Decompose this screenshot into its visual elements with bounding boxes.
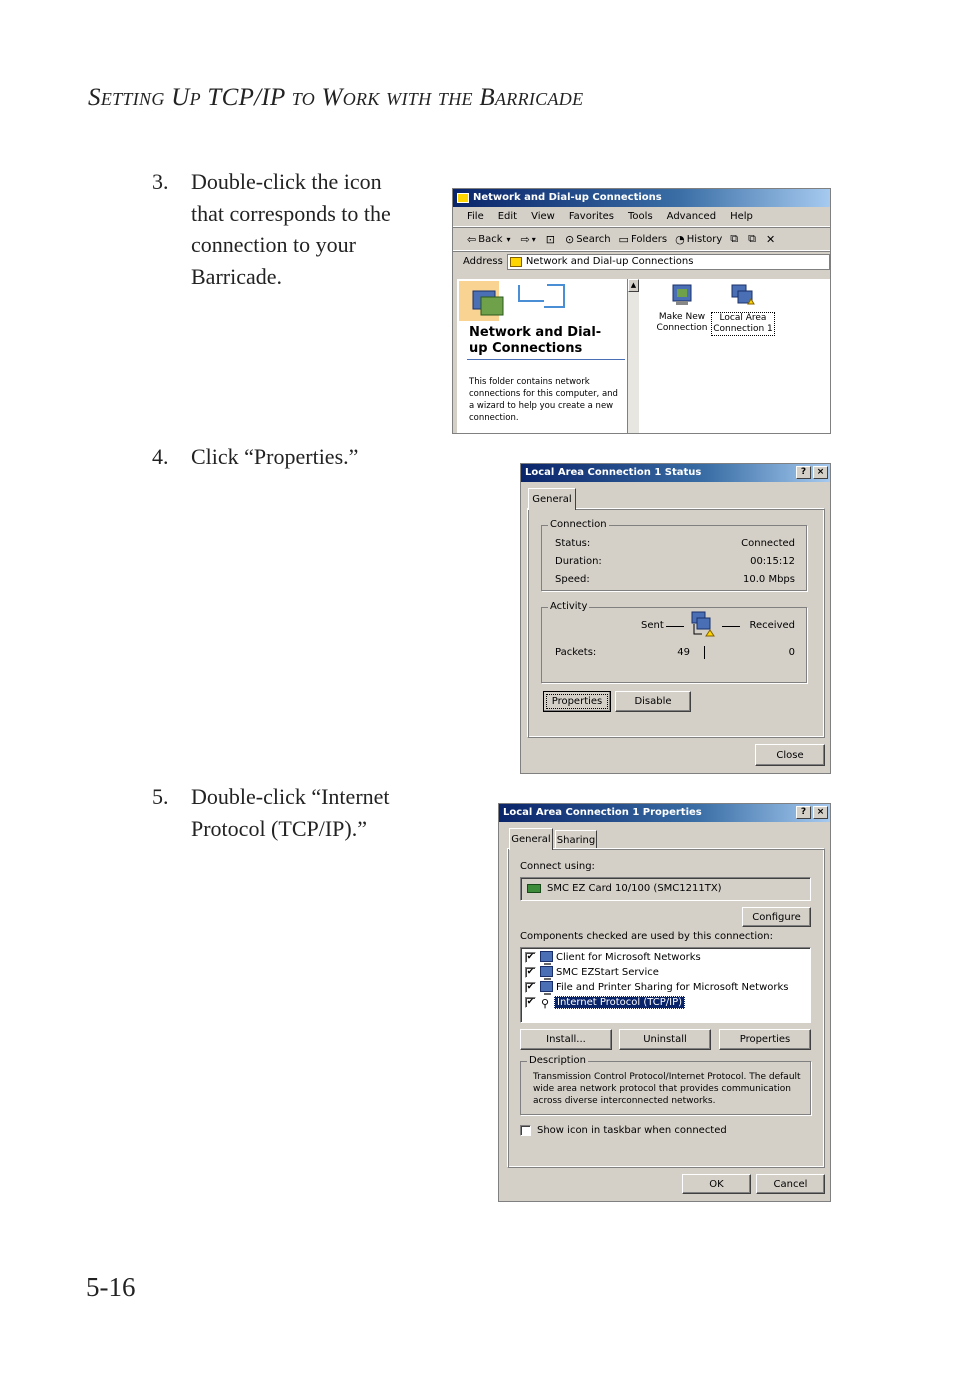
step-number: 3.	[152, 169, 169, 194]
step-number: 5.	[152, 784, 169, 809]
folder-icon	[510, 257, 522, 267]
status-dialog	[520, 463, 831, 774]
component-checkbox[interactable]: ✔	[526, 997, 535, 1007]
delete-button[interactable]	[766, 233, 777, 246]
properties-titlebar	[499, 804, 830, 822]
pane-desc-line: This folder contains network	[469, 377, 590, 387]
page-number: 5-16	[86, 1272, 136, 1302]
button-label: Cancel	[773, 1178, 808, 1190]
disable-button[interactable]	[615, 691, 691, 712]
forward-arrow-icon: ⇨	[520, 232, 530, 246]
header-u: U	[171, 84, 190, 111]
header-w: W	[321, 84, 343, 111]
address-input[interactable]	[507, 254, 830, 270]
dropdown-icon: ▾	[531, 234, 536, 244]
folders-icon: ▭	[618, 232, 629, 246]
explorer-titlebar	[453, 189, 830, 207]
tab-panel	[507, 848, 825, 1168]
component-label: Client for Microsoft Networks	[556, 952, 701, 963]
window-title: Network and Dial-up Connections	[473, 192, 662, 203]
description-line: Transmission Control Protocol/Internet Protocol. The default	[533, 1072, 801, 1082]
menu-advanced[interactable]: Advanced	[666, 211, 717, 222]
up-button[interactable]	[546, 233, 557, 246]
button-label: Disable	[634, 696, 672, 707]
components-list	[520, 947, 811, 1023]
packets-label: Packets:	[555, 647, 597, 658]
show-icon-checkbox[interactable]	[520, 1125, 531, 1136]
packets-sent-value: 49	[677, 647, 690, 658]
components-label: Components checked are used by this connection:	[520, 931, 773, 942]
pane-desc-line: a wizard to help you create a new	[469, 401, 614, 411]
copy-to-button[interactable]	[748, 232, 758, 246]
selected-label	[711, 312, 775, 336]
address-label: Address	[463, 256, 503, 267]
speed-value: 10.0 Mbps	[743, 574, 795, 585]
pane-desc-line: connection.	[469, 413, 519, 423]
speed-label: Speed:	[555, 574, 590, 585]
history-button[interactable]	[675, 233, 722, 246]
connect-using-label: Connect using:	[520, 861, 595, 872]
button-label: Uninstall	[643, 1034, 687, 1045]
ok-button[interactable]	[682, 1174, 751, 1194]
step-line: Double-click “Internet	[191, 784, 390, 809]
received-line	[722, 626, 740, 627]
folder-icon	[457, 193, 469, 203]
step-number: 4.	[152, 444, 169, 469]
network-folder-graphic	[459, 281, 569, 326]
activity-group	[541, 601, 807, 683]
list-item[interactable]	[525, 996, 805, 1010]
button-label: Install...	[546, 1034, 586, 1045]
status-value: Connected	[741, 538, 795, 549]
connection-group	[541, 519, 807, 591]
help-button[interactable]: ?	[796, 466, 811, 479]
header-etting: etting	[100, 84, 165, 111]
close-icon[interactable]: ×	[813, 806, 828, 819]
menu-bar	[453, 207, 830, 227]
file-list-pane	[639, 279, 831, 434]
group-label: Description	[529, 1055, 586, 1066]
window-title: Local Area Connection 1 Status	[525, 467, 702, 478]
show-icon-label: Show icon in taskbar when connected	[537, 1125, 727, 1136]
folders-button[interactable]	[619, 233, 668, 246]
forward-button[interactable]	[521, 233, 538, 246]
list-item[interactable]	[525, 981, 805, 995]
toolbar	[453, 227, 830, 251]
menu-view[interactable]: View	[531, 211, 555, 222]
component-checkbox[interactable]: ✔	[526, 967, 535, 977]
icon-label: Local Area	[719, 313, 767, 323]
up-folder-icon: ⊡	[545, 232, 555, 246]
client-icon	[540, 951, 553, 962]
icon-label: Make New	[658, 312, 706, 322]
component-label: File and Printer Sharing for Microsoft Networks	[556, 982, 789, 993]
step-line: Double-click the icon	[191, 169, 382, 194]
list-item[interactable]	[525, 966, 805, 980]
icon-label: Connection	[656, 323, 708, 333]
header-ork: ork with the	[342, 84, 473, 111]
menu-edit[interactable]: Edit	[497, 211, 518, 222]
service-icon	[540, 966, 553, 977]
tab-general[interactable]	[528, 488, 576, 510]
step-line: Click “Properties.”	[191, 444, 359, 469]
install-button[interactable]	[520, 1029, 612, 1050]
search-button[interactable]	[565, 233, 611, 246]
step-line: Barricade.	[191, 263, 282, 289]
step-line: connection to your	[191, 232, 356, 257]
make-new-connection-icon	[670, 283, 694, 309]
adapter-field	[520, 877, 811, 901]
icon-label: Connection 1	[713, 324, 773, 334]
protocol-icon: ⚲	[541, 997, 550, 1010]
step-line: Protocol (TCP/IP).”	[191, 815, 367, 841]
configure-button[interactable]	[742, 907, 811, 927]
back-button[interactable]	[467, 233, 513, 246]
header-to: to	[291, 84, 316, 111]
button-label: Configure	[752, 911, 801, 923]
history-icon: ◔	[675, 232, 685, 246]
component-properties-button[interactable]	[719, 1029, 811, 1050]
delete-icon: ✕	[765, 232, 776, 246]
menu-help[interactable]: Help	[730, 211, 753, 222]
window-title: Local Area Connection 1 Properties	[503, 807, 702, 818]
network-card-icon	[527, 884, 541, 893]
packets-divider	[704, 646, 705, 659]
description-group	[520, 1055, 811, 1115]
group-label: Activity	[550, 601, 588, 612]
pane-scrollbar[interactable]	[627, 279, 639, 434]
back-arrow-icon: ⇦	[467, 232, 477, 246]
status-label: Status:	[555, 538, 591, 549]
close-icon[interactable]: ×	[813, 466, 828, 479]
description-line: wide area network protocol that provides communication	[533, 1084, 791, 1094]
tab-general[interactable]	[509, 828, 553, 850]
sent-label: Sent	[641, 620, 664, 631]
button-label: Properties	[551, 696, 603, 707]
cancel-button[interactable]	[756, 1174, 825, 1194]
menu-favorites[interactable]: Favorites	[568, 211, 615, 222]
header-p: p	[189, 84, 201, 111]
status-titlebar	[521, 464, 830, 482]
properties-button[interactable]	[543, 691, 611, 712]
description-line: across diverse interconnected networks.	[533, 1096, 716, 1106]
duration-value: 00:15:12	[750, 556, 795, 567]
received-label: Received	[749, 620, 795, 631]
copy-to-icon: ⧉	[748, 232, 756, 245]
tab-label: Sharing	[556, 834, 596, 846]
search-icon: ⊙	[564, 232, 575, 246]
component-checkbox[interactable]: ✔	[526, 952, 535, 962]
close-button[interactable]	[755, 744, 825, 766]
header-b: B	[479, 84, 495, 111]
menu-tools[interactable]: Tools	[628, 211, 653, 222]
step-text	[191, 441, 358, 473]
properties-dialog	[498, 803, 831, 1202]
sharing-icon	[540, 981, 553, 992]
help-button[interactable]: ?	[796, 806, 811, 819]
network-activity-icon	[688, 610, 718, 640]
scroll-up-icon[interactable]: ▲	[628, 279, 639, 292]
web-view-pane	[457, 279, 627, 434]
tab-label: General	[532, 494, 572, 505]
tab-label: General	[511, 834, 551, 845]
button-label: Close	[776, 749, 804, 761]
button-label: Properties	[739, 1034, 791, 1045]
list-item[interactable]	[525, 951, 805, 965]
adapter-name: SMC EZ Card 10/100 (SMC1211TX)	[547, 883, 722, 894]
address-value: Network and Dial-up Connections	[525, 256, 694, 267]
history-label: History	[686, 233, 723, 245]
component-checkbox[interactable]: ✔	[526, 982, 535, 992]
step-text	[191, 166, 391, 292]
uninstall-button[interactable]	[619, 1029, 711, 1050]
duration-label: Duration:	[555, 556, 602, 567]
component-label-selected: Internet Protocol (TCP/IP)	[554, 996, 685, 1009]
pane-divider	[467, 359, 625, 360]
pane-desc-line: connections for this computer, and	[469, 389, 618, 399]
page-header	[88, 84, 583, 112]
pane-title-line: Network and Dial-	[469, 325, 602, 340]
move-to-icon: ⧉	[730, 232, 739, 245]
header-arricade: arricade	[494, 84, 584, 111]
make-new-connection-item[interactable]	[647, 283, 717, 334]
pane-title-line: up Connections	[469, 341, 583, 356]
header-s: S	[88, 84, 101, 111]
packets-received-value: 0	[788, 647, 795, 658]
step-text	[191, 781, 390, 844]
step-line: that corresponds to the	[191, 200, 391, 226]
dropdown-icon: ▾	[506, 234, 511, 244]
sent-line	[666, 626, 684, 627]
tab-sharing[interactable]	[555, 830, 597, 850]
local-area-connection-item[interactable]	[711, 283, 775, 336]
search-label: Search	[576, 233, 611, 245]
tab-panel	[527, 508, 825, 738]
back-label: Back	[478, 233, 503, 245]
menu-file[interactable]: File	[467, 211, 484, 222]
local-area-connection-icon	[728, 283, 758, 309]
folders-label: Folders	[630, 233, 668, 245]
address-bar	[453, 251, 830, 271]
move-to-button[interactable]	[730, 232, 740, 246]
button-label: OK	[709, 1178, 724, 1190]
group-label: Connection	[550, 519, 607, 530]
component-label: SMC EZStart Service	[556, 967, 659, 978]
explorer-window	[452, 188, 831, 434]
header-tcpip: TCP/IP	[207, 84, 286, 111]
